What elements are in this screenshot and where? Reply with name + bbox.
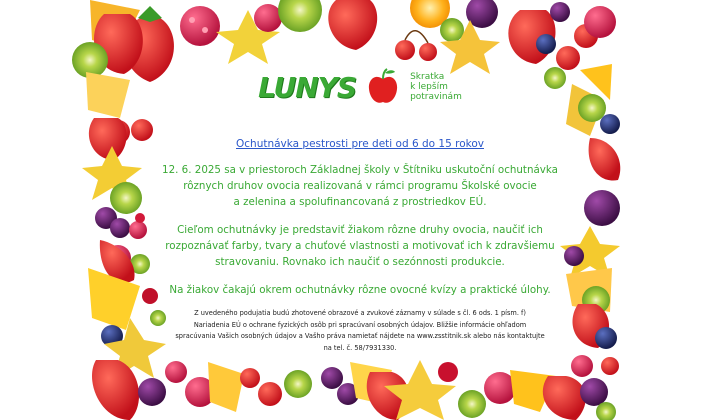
tagline-line: k lepším: [410, 82, 448, 92]
kiwi-icon: [284, 370, 312, 398]
pomegranate-icon: [438, 362, 458, 382]
blueberry-icon: [536, 34, 556, 54]
blackberry-icon: [138, 378, 166, 406]
kiwi-icon: [578, 94, 606, 122]
pomegranate-icon: [165, 361, 187, 383]
notice-line: Z uvedeného podujatia budú zhotovené obrazové a zvukové záznamy v súlade s čl. 6 ods. 1 písm. f): [194, 309, 526, 317]
text-line: rôznych druhov ovocia realizovaná v rámci programu Školské ovocie: [183, 180, 537, 192]
brand-logo: [140, 62, 580, 112]
blueberry-icon: [595, 327, 617, 349]
cherry-icon: [395, 31, 437, 61]
text-line: Na žiakov čakajú okrem ochutnávky rôzne ovocné kvízy a praktické úlohy.: [169, 284, 551, 296]
tagline-line: potravinám: [410, 92, 462, 102]
kiwi-icon: [278, 0, 322, 32]
flyer-content: [140, 62, 580, 354]
text-line: 12. 6. 2025 sa v priestoroch Základnej školy v Štítniku uskutoční ochutnávka: [162, 164, 558, 176]
grape-icon: [580, 378, 608, 406]
raspberry-icon: [254, 4, 282, 32]
orange-slice-icon: [86, 72, 130, 118]
kiwi-icon: [458, 390, 486, 418]
brand-tagline: [410, 72, 462, 102]
paragraph-goal: [140, 222, 580, 270]
strawberry-icon: [89, 118, 127, 160]
blueberry-icon: [600, 114, 620, 134]
kiwi-icon: [110, 182, 142, 214]
kiwi-icon: [440, 18, 464, 42]
paragraph-event: [140, 162, 580, 210]
strawberry-icon: [92, 360, 139, 420]
kiwi-icon: [72, 42, 108, 78]
raspberry-icon: [180, 6, 220, 46]
cherry-icon: [601, 357, 619, 375]
raspberry-icon: [571, 355, 593, 377]
raspberry-icon: [584, 6, 616, 38]
blackberry-icon: [550, 2, 570, 22]
blackberry-icon: [584, 190, 620, 226]
event-heading: Ochutnávka pestrosti pre deti od 6 do 15 rokov: [236, 138, 484, 150]
text-line: stravovaniu. Rovnako ich naučiť o sezónnosti produkcie.: [215, 256, 505, 268]
strawberry-icon: [328, 0, 377, 50]
notice-line: Nariadenia EÚ o ochrane fyzických osôb pri spracúvaní osobných údajov. Bližšie informácie ohľadom: [193, 320, 527, 329]
text-line: a zelenina a spolufinancovaná z prostriedkov EÚ.: [233, 196, 487, 208]
orange-slice-icon: [208, 362, 244, 412]
notice-line: spracúvania Vašich osobných údajov a Vašho práva namietať nájdete na www.zsstitnik.sk alebo nás kontaktujte: [175, 332, 545, 340]
text-line: Cieľom ochutnávky je predstaviť žiakom rôzne druhy ovocia, naučiť ich: [177, 224, 543, 236]
text-line: rozpoznávať farby, tvary a chuťové vlastnosti a motivovať ich k zdravšiemu: [165, 240, 555, 252]
cherry-icon: [240, 368, 282, 406]
tagline-line: Skratka: [410, 72, 445, 82]
apple-icon: [366, 67, 400, 107]
strawberry-icon: [543, 376, 586, 420]
gdpr-notice: [140, 308, 580, 354]
cherry-icon: [589, 138, 621, 181]
brand-wordmark: LUNYS: [258, 70, 357, 104]
paragraph-activities: [140, 282, 580, 298]
notice-line: na tel. č. 58/7931330.: [323, 343, 397, 352]
